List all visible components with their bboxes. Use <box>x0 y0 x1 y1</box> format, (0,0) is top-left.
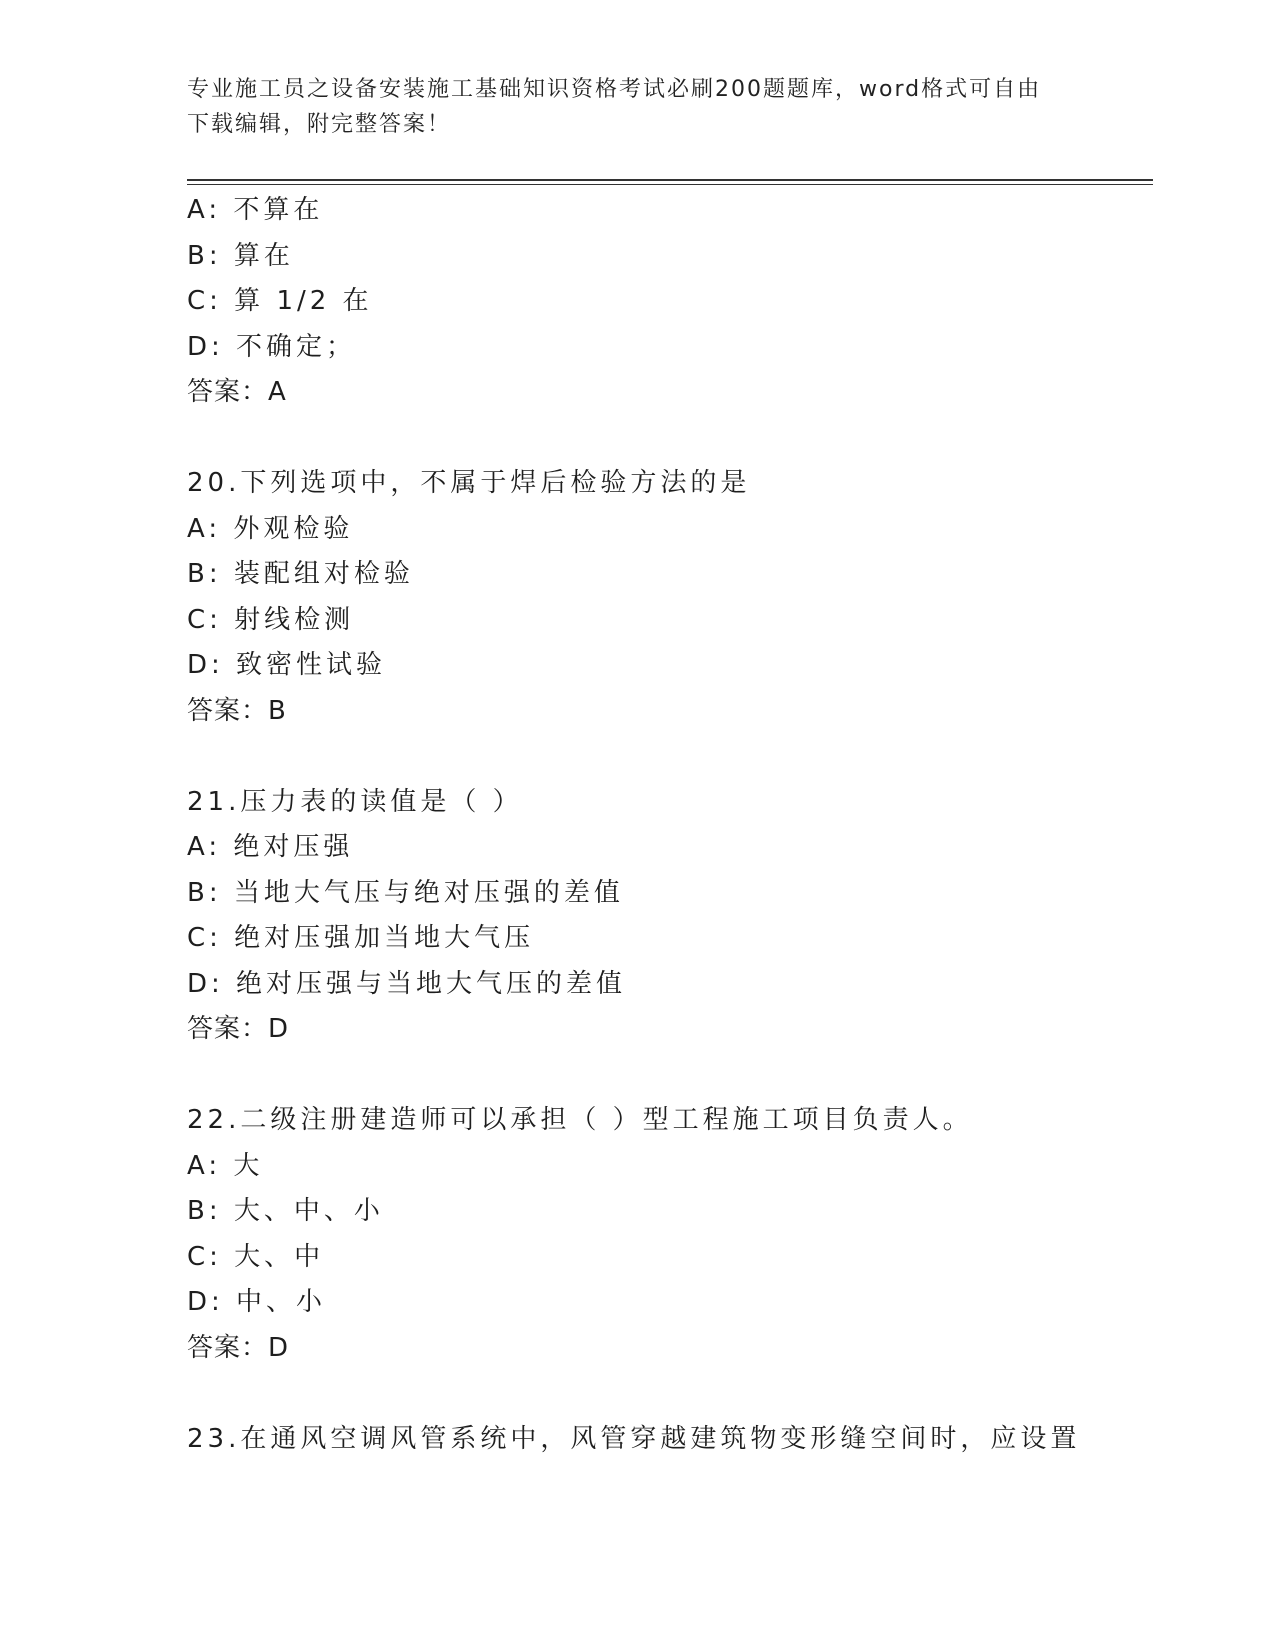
option-a: A: 不算在 <box>187 195 324 225</box>
option-c: C: 大、中 <box>187 1241 325 1272</box>
question-block-prev <box>187 188 1147 416</box>
option-d: D: 不确定； <box>187 331 357 362</box>
question-title: 22.二级注册建造师可以承担（ ）型工程施工项目负责人。 <box>187 1105 973 1135</box>
spacer <box>187 1053 1147 1099</box>
question-title: 23.在通风空调风管系统中，风管穿越建筑物变形缝空间时，应设置 <box>187 1423 1081 1454</box>
question-list <box>187 188 1147 1462</box>
header-rule-thin <box>187 184 1153 185</box>
answer-line: 答案：D <box>187 1014 290 1044</box>
option-a: A: 绝对压强 <box>187 832 354 862</box>
question-block-20 <box>187 461 1147 734</box>
option-d: D: 致密性试验 <box>187 650 387 680</box>
spacer <box>187 734 1147 780</box>
answer-line: 答案：B <box>187 695 287 726</box>
question-title: 20.下列选项中，不属于焊后检验方法的是 <box>187 468 751 498</box>
option-b: B: 算在 <box>187 240 294 271</box>
option-c: C: 绝对压强加当地大气压 <box>187 923 535 953</box>
header-rule-thick <box>187 179 1153 181</box>
option-c: C: 射线检测 <box>187 604 355 635</box>
question-block-23 <box>187 1417 1147 1463</box>
option-c: C: 算 1/2 在 <box>187 286 373 316</box>
spacer <box>187 416 1147 462</box>
option-b: B: 装配组对检验 <box>187 559 414 589</box>
option-a: A: 大 <box>187 1150 264 1181</box>
spacer <box>187 1371 1147 1417</box>
question-title: 21.压力表的读值是（ ） <box>187 786 523 817</box>
option-b: B: 大、中、小 <box>187 1196 384 1226</box>
option-b: B: 当地大气压与绝对压强的差值 <box>187 877 624 908</box>
option-d: D: 绝对压强与当地大气压的差值 <box>187 968 627 999</box>
answer-line: 答案：D <box>187 1332 290 1363</box>
option-a: A: 外观检验 <box>187 513 354 544</box>
document-header <box>187 72 1067 142</box>
header-line-2: 下载编辑，附完整答案！ <box>187 112 452 137</box>
question-block-22 <box>187 1098 1147 1371</box>
option-d: D: 中、小 <box>187 1287 327 1317</box>
answer-line: 答案：A <box>187 377 287 407</box>
question-block-21 <box>187 780 1147 1053</box>
header-line-1: 专业施工员之设备安装施工基础知识资格考试必刷200题题库，word格式可自由 <box>187 77 1042 102</box>
